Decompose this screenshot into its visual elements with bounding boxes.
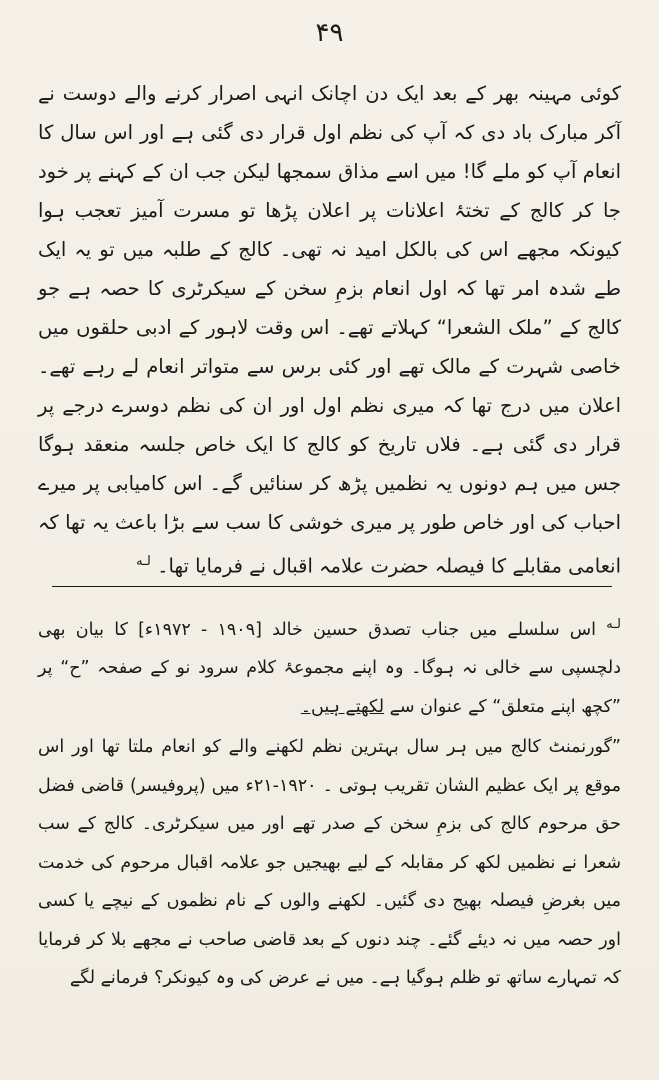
footnote-intro xyxy=(38,606,621,726)
page-number: ۴۹ xyxy=(315,18,344,48)
main-text xyxy=(38,74,621,586)
main-paragraph-text: کوئی مہینہ بھر کے بعد ایک دن اچانک انہی اصرار کرنے والے دوست نے آکر مبارک باد دی کہ آپ کی نظم اول قرار دی گئی ہے اور اس سال کا انعام آپ کو ملے گا! میں اسے مذاق سمجھا لیکن جب ان کے کہنے پر خود جا کر کالج کے تختۂ اعلانات پر اعلان پڑھا تو مسرت آمیز تعجب ہوا کیونکہ مجھے اس کی بالکل امید نہ تھی۔ کالج کے طلبہ میں تو یہ ایک طے شدہ امر تھا کہ اول انعام بزمِ سخن کے سیکرٹری کا حصہ ہے جو کالج کے ”ملک الشعرا“ کہلاتے تھے۔ اس وقت لاہور کے ادبی حلقوں میں خاصی شہرت کے مالک تھے اور کئی برس سے متواتر انعام لے رہے تھے۔ اعلان میں درج تھا کہ میری نظم اول اور ان کی نظم دوسرے درجے پر قرار دی گئی ہے۔ فلاں تاریخ کو کالج کا ایک خاص جلسہ منعقد ہوگا جس میں ہم دونوں یہ نظمیں پڑھ کر سنائیں گے۔ اس کامیابی پر میرے احباب کی اور خاص طور پر میری خوشی کا سب سے بڑا باعث یہ تھا کہ انعامی مقابلے کا فیصلہ حضرت علامہ اقبال نے فرمایا تھا۔ xyxy=(38,82,621,578)
footnote-divider xyxy=(52,586,612,587)
footnote-intro-end: لکھتے ہیں۔ xyxy=(300,696,385,717)
main-paragraph xyxy=(38,74,621,586)
footnote xyxy=(38,606,621,998)
footnote-quote: ”گورنمنٹ کالج میں ہر سال بہترین نظم لکھنے والے کو انعام ملتا تھا اور اس موقع پر ایک عظیم الشان تقریب ہوتی ۔ ۱۹۲۰-۲۱ء میں (پروفیسر) قاضی فضل حق مرحوم کالج کی بزمِ سخن کے صدر تھے اور میں سیکرٹری۔ کالج کے سب شعرا نے نظمیں لکھ کر مقابلہ کے لیے بھیجیں جو علامہ اقبال مرحوم کی خدمت میں بغرضِ فیصلہ بھیج دی گئیں۔ لکھنے والوں کے نام نظموں کے نیچے یا کسی اور حصہ میں نہ دیئے گئے۔ چند دنوں کے بعد قاضی صاحب نے مجھے بلا کر فرمایا کہ تمہارے ساتھ تو ظلم ہوگیا ہے۔ میں نے عرض کی وہ کیونکر؟ فرمانے لگے xyxy=(38,737,621,989)
footnote-intro-text: اس سلسلے میں جناب تصدق حسین خالد [۱۹۰۹ - ۱۹۷۲ء] کا بیان بھی دلچسپی سے خالی نہ ہوگا۔ وہ اپنے مجموعۂ کلام سرود نو کے صفحہ ”ح“ پر ”کچھ اپنے متعلق“ کے عنوان سے xyxy=(38,619,621,717)
footnote-reference: لـه xyxy=(136,554,151,569)
footnote-marker: لـه xyxy=(606,617,621,632)
